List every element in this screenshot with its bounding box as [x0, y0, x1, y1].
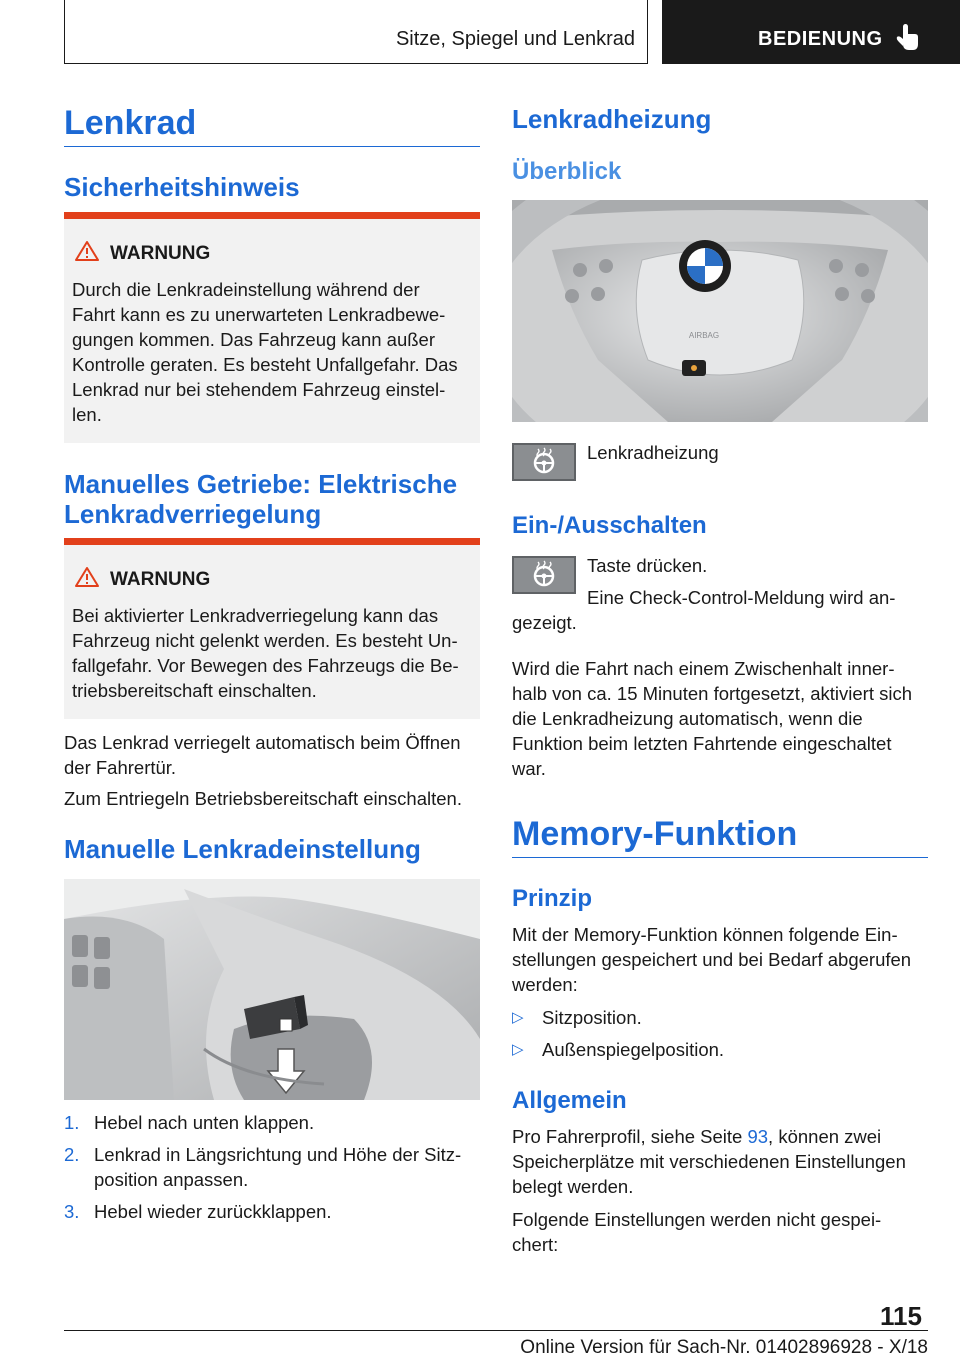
text-line: Mit der Memory-Funktion können folgende Ein‐: [512, 924, 898, 945]
footer-online-version: Online Version für Sach-Nr. 01402896928 - X/18: [520, 1337, 928, 1358]
text-line: der Fahrertür.: [64, 757, 177, 778]
list-item: [64, 1199, 480, 1224]
step-text: Hebel wieder zurückklappen.: [94, 1201, 332, 1222]
text-line: belegt werden.: [512, 1176, 634, 1197]
warning-line: fallgefahr. Vor Bewegen des Fahrzeugs die Be‐: [72, 655, 459, 676]
warning-box-1: [64, 212, 480, 443]
warning-triangle-icon: [74, 240, 100, 262]
lever-illustration: [64, 879, 480, 1100]
warning-line: Fahrzeug nicht gelenkt werden. Es besteht Un‐: [72, 630, 458, 651]
warning-triangle-icon: [74, 566, 100, 588]
warning-text: [72, 603, 472, 703]
text-line: war.: [512, 758, 546, 779]
list-item: [64, 1142, 480, 1192]
text-line: halb von ca. 15 Minuten fortgesetzt, aktiviert sich: [512, 683, 913, 704]
step-check-control-line1: Eine Check-Control-Meldung wird an‐: [587, 587, 896, 608]
warning-title: WARNUNG: [110, 243, 211, 264]
list-item: [512, 1037, 928, 1062]
paragraph-unlock: Zum Entriegeln Betriebsbereitschaft einschalten.: [64, 788, 462, 809]
heading-sicherheitshinweis: Sicherheitshinweis: [64, 172, 300, 202]
step-number: 1.: [64, 1112, 80, 1133]
list-item: [64, 1110, 480, 1135]
step-text: position anpassen.: [94, 1169, 249, 1190]
step-number: 3.: [64, 1201, 80, 1222]
text-line: werden:: [512, 974, 578, 995]
text-line: Wird die Fahrt nach einem Zwischenhalt inner‐: [512, 658, 895, 679]
steering-column-lever-image: [64, 879, 480, 1100]
warning-box-2: [64, 538, 480, 719]
heading-manuelle-lenkradeinstellung: Manuelle Lenkradeinstellung: [64, 834, 421, 864]
triangle-bullet-icon: ▷: [512, 1009, 524, 1026]
warning-line: Kontrolle geraten. Es besteht Unfallgefahr. Das: [72, 354, 458, 375]
warning-line: Lenkrad nur bei stehendem Fahrzeug einstel‐: [72, 379, 446, 400]
warning-line: len.: [72, 404, 102, 425]
icon-caption-lenkradheizung: Lenkradheizung: [587, 442, 719, 463]
text-line: Folgende Einstellungen werden nicht gespei‐: [512, 1209, 882, 1230]
text-line: Funktion beim letzten Fahrtende eingeschaltet: [512, 733, 892, 754]
text-line: chert:: [512, 1234, 559, 1255]
steering-wheel-image: [512, 200, 928, 422]
heading-ein-ausschalten: Ein-/Ausschalten: [512, 512, 707, 539]
list-item: [512, 1005, 928, 1030]
triangle-bullet-icon: ▷: [512, 1041, 524, 1058]
warning-line: Bei aktivierter Lenkradverriegelung kann das: [72, 605, 439, 626]
step-number: 2.: [64, 1144, 80, 1165]
heading-lenkradheizung: Lenkradheizung: [512, 104, 712, 134]
bullet-text: Sitzposition.: [542, 1007, 642, 1028]
hand-pointer-icon: [894, 22, 920, 52]
text-fragment: Pro Fahrerprofil, siehe Seite: [512, 1126, 748, 1147]
text-fragment: , können zwei: [768, 1126, 882, 1147]
warning-line: Fahrt kann es zu unerwarteten Lenkradbewe‐: [72, 304, 446, 325]
heading-ueberblick: Überblick: [512, 158, 622, 185]
warning-text: [72, 277, 472, 427]
page-title-lenkrad: Lenkrad: [64, 104, 197, 142]
header-section-title: Sitze, Spiegel und Lenkrad: [395, 28, 635, 50]
heated-steering-wheel-button-icon: [512, 556, 576, 594]
paragraph-not-saved: [512, 1207, 928, 1257]
bullet-text: Außenspiegelposition.: [542, 1039, 725, 1060]
memory-rule: [512, 857, 928, 858]
title-rule: [64, 146, 480, 147]
paragraph-auto-activation: [512, 656, 928, 781]
warning-title: WARNUNG: [110, 569, 211, 590]
text-line: Speicherplätze mit verschiedenen Einstellungen: [512, 1151, 906, 1172]
steering-wheel-illustration: [512, 200, 928, 422]
header-chapter-title: BEDIENUNG: [758, 28, 883, 50]
warning-line: Durch die Lenkradeinstellung während der: [72, 279, 420, 300]
heated-steering-wheel-button-icon: [512, 443, 576, 481]
step-text: Hebel nach unten klappen.: [94, 1112, 315, 1133]
heading-manuelles-getriebe: [64, 469, 457, 529]
text-line: Das Lenkrad verriegelt automatisch beim Öffnen: [64, 732, 461, 753]
step-press-button: Taste drücken.: [587, 555, 708, 576]
adjustment-steps-list: [64, 1110, 480, 1231]
warning-line: gungen kommen. Das Fahrzeug kann außer: [72, 329, 436, 350]
heading-allgemein: Allgemein: [512, 1087, 627, 1114]
memory-settings-list: [512, 1005, 928, 1069]
header-section-box: [64, 0, 648, 64]
warning-line: triebsbereitschaft einschalten.: [72, 680, 317, 701]
header-chapter-box: [662, 0, 960, 64]
paragraph-general: [512, 1124, 928, 1199]
paragraph-auto-lock: [64, 730, 480, 780]
page-number: 115: [880, 1301, 922, 1331]
step-text: Lenkrad in Längsrichtung und Höhe der Sitz‐: [94, 1144, 462, 1165]
text-line: stellungen gespeichert und bei Bedarf abgerufen: [512, 949, 912, 970]
text-line: [512, 1124, 928, 1149]
footer-rule: [64, 1330, 928, 1331]
heading-line: Manuelles Getriebe: Elektrische: [64, 469, 458, 499]
heading-prinzip: Prinzip: [512, 885, 593, 912]
step-check-control-line2: gezeigt.: [512, 612, 577, 633]
heading-line: Lenkradverriegelung: [64, 499, 322, 529]
paragraph-principle: [512, 922, 928, 997]
page-link[interactable]: 93: [747, 1126, 769, 1147]
text-line: die Lenkradheizung automatisch, wenn die: [512, 708, 863, 729]
airbag-label: AIRBAG: [688, 331, 720, 340]
heading-memory-funktion: Memory-Funktion: [512, 815, 798, 853]
